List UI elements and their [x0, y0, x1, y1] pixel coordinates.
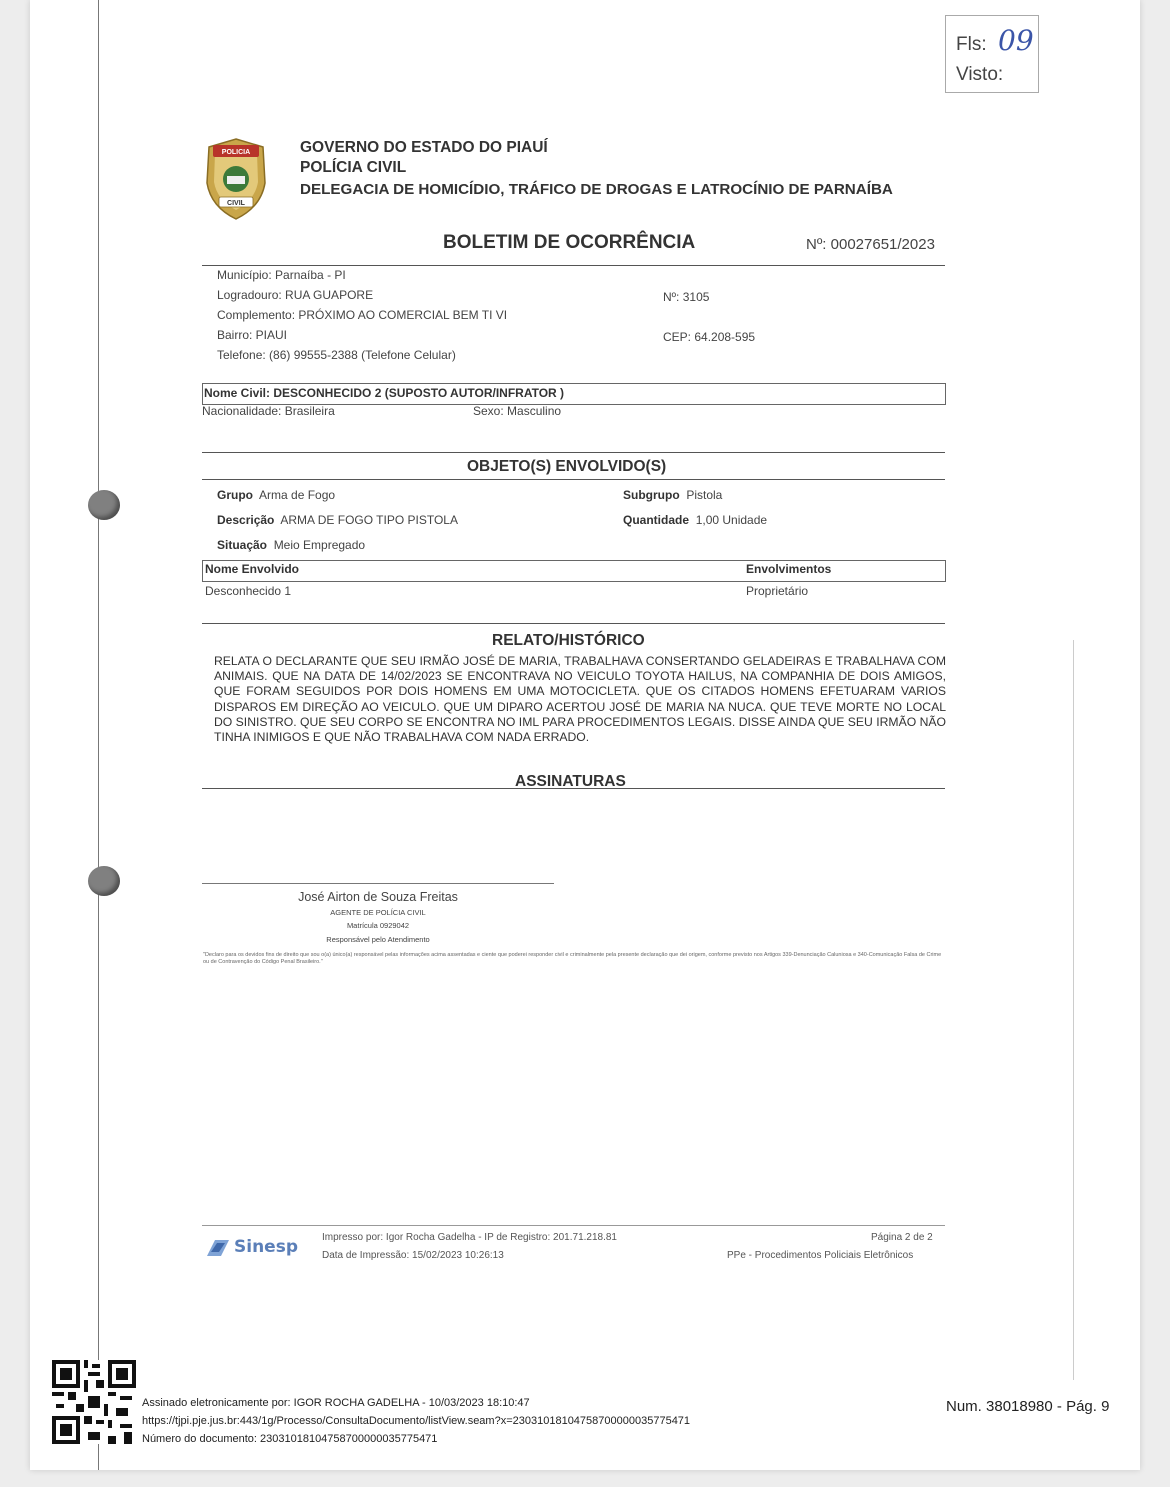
objetos-top-divider — [202, 452, 945, 453]
badge-top-text: POLICIA — [221, 149, 251, 156]
sinesp-logo-icon — [205, 1236, 231, 1260]
footer-impresso: Impresso por: Igor Rocha Gadelha - IP de Registro: 201.71.218.81 — [322, 1232, 617, 1243]
quantidade-label: Quantidade — [623, 513, 690, 527]
person-nome-civil: Nome Civil: DESCONHECIDO 2 (SUPOSTO AUTOR/INFRATOR ) — [204, 386, 565, 400]
fls-handwritten-number: 09 — [998, 24, 1034, 57]
col-nome-envolvido: Nome Envolvido — [205, 562, 300, 576]
signer-role: AGENTE DE POLÍCIA CIVIL — [330, 908, 426, 917]
document-number-footer: Número do documento: 23031018104758700000035775471 — [142, 1433, 438, 1445]
col-envolvimentos: Envolvimentos — [746, 562, 832, 576]
electronic-signature-line: Assinado eletronicamente por: IGOR ROCHA GADELHA - 10/03/2023 18:10:47 — [142, 1397, 530, 1409]
signer-matricula: Matrícula 0929042 — [346, 921, 410, 930]
quantidade-value: 1,00 Unidade — [695, 513, 768, 527]
person-sexo: Sexo: Masculino — [473, 404, 562, 418]
title-divider — [202, 265, 945, 266]
badge-bottom-text: CIVIL — [227, 200, 245, 207]
header-police: POLÍCIA CIVIL — [300, 159, 407, 176]
objetos-section-title: OBJETO(S) ENVOLVIDO(S) — [467, 458, 667, 475]
relato-text: RELATA O DECLARANTE QUE SEU IRMÃO JOSÉ DE MARIA, TRABALHAVA CONSERTANDO GELADEIRAS E TRABALHAVA COM ANIMAIS. QUE NA DATA DE 14/02/2023 SE ENCONTRAVA NO VEICULO TOYOTA HAILUS, NA COMPANHIA DE DOIS AMIGOS, QUE FORAM SEGUIDOS POR DOIS HOMENS EM UMA MOTOCICLETA. QUE OS CITADOS HOMENS EFETUARAM VARIOS DISPAROS EM DIREÇÃO AO VEICULO. QUE UM DIPARO ACERTOU JOSÉ DE MARIA NA NUCA. QUE TEVE MORTE NO LOCAL DO SINISTRO. QUE SEU CORPO SE ENCONTRA NO IML PARA PROCEDIMENTOS LEGAIS. DISSE AINDA QUE SEU IRMÃO NÃO TINHA INIMIGOS E QUE NÃO TRABALHAVA COM NADA ERRADO. — [214, 654, 946, 745]
footer-pagina: Página 2 de 2 — [871, 1232, 933, 1243]
descricao-label: Descrição — [217, 513, 275, 527]
assinaturas-section-title: ASSINATURAS — [515, 773, 626, 790]
page-num-label: Num. 38018980 - Pág. 9 — [946, 1398, 1110, 1415]
envolvidos-header-box — [202, 560, 946, 582]
scan-right-line — [1073, 640, 1074, 1380]
relato-section-title: RELATO/HISTÓRICO — [492, 632, 645, 649]
document-number: Nº: 00027651/2023 — [806, 236, 935, 253]
header-government: GOVERNO DO ESTADO DO PIAUÍ — [300, 139, 548, 156]
field-municipio: Município: Parnaíba - PI — [217, 268, 346, 282]
situacao-value: Meio Empregado — [273, 538, 366, 552]
envolvido-nome: Desconhecido 1 — [205, 584, 292, 598]
fls-label: Fls: — [956, 34, 987, 55]
document-url[interactable]: https://tjpi.pje.jus.br:443/1g/Processo/ConsultaDocumento/listView.seam?x=23031018104758700000035775471 — [142, 1415, 691, 1427]
visto-label: Visto: — [956, 64, 1004, 85]
relato-top-divider — [202, 623, 945, 624]
subgrupo-value: Pistola — [686, 488, 723, 502]
subgrupo-label: Subgrupo — [623, 488, 680, 502]
police-badge-icon — [203, 137, 269, 221]
header-delegacia: DELEGACIA DE HOMICÍDIO, TRÁFICO DE DROGAS E LATROCÍNIO DE PARNAÍBA — [300, 181, 893, 198]
field-numero: Nº: 3105 — [663, 290, 710, 304]
envolvido-envolvimento: Proprietário — [746, 584, 809, 598]
scan-edge-line — [98, 0, 99, 1470]
grupo-value: Arma de Fogo — [259, 488, 336, 502]
field-bairro: Bairro: PIAUI — [217, 328, 288, 342]
document-title: BOLETIM DE OCORRÊNCIA — [443, 232, 696, 253]
field-complemento: Complemento: PRÓXIMO AO COMERCIAL BEM TI VI — [217, 308, 508, 322]
person-nacionalidade: Nacionalidade: Brasileira — [202, 404, 335, 418]
fls-stamp-box — [945, 15, 1039, 93]
footer-ppe: PPe - Procedimentos Policiais Eletrônicos — [727, 1250, 914, 1261]
field-logradouro: Logradouro: RUA GUAPORE — [217, 288, 374, 302]
declaration-text: "Declaro para os devidos fins de direito que sou o(a) único(a) responsável pelas informações acima assentadas e ciente que poderei responder civil e criminalmente pela presente declaração que dei origem, conforme previsto nos Artigos 339-Denunciação Caluniosa e 340-Comunicação Falsa de Crime ou de Contravenção do Código Penal Brasileiro." — [203, 952, 942, 965]
signature-line — [202, 883, 554, 884]
punch-hole-bottom — [88, 866, 120, 896]
sinesp-logo-text: Sinesp — [234, 1237, 298, 1257]
grupo-label: Grupo — [217, 488, 253, 502]
footer-data-impressao: Data de Impressão: 15/02/2023 10:26:13 — [322, 1250, 504, 1261]
field-telefone: Telefone: (86) 99555-2388 (Telefone Celular) — [217, 348, 456, 362]
signer-responsavel: Responsável pelo Atendimento — [326, 935, 430, 944]
situacao-label: Situação — [217, 538, 268, 552]
qr-code-icon — [52, 1360, 136, 1444]
signer-name: José Airton de Souza Freitas — [298, 890, 458, 904]
objetos-bottom-divider — [202, 479, 945, 480]
field-cep: CEP: 64.208-595 — [663, 330, 756, 344]
footer-divider — [202, 1225, 945, 1226]
descricao-value: ARMA DE FOGO TIPO PISTOLA — [280, 513, 458, 527]
punch-hole-top — [88, 490, 120, 520]
